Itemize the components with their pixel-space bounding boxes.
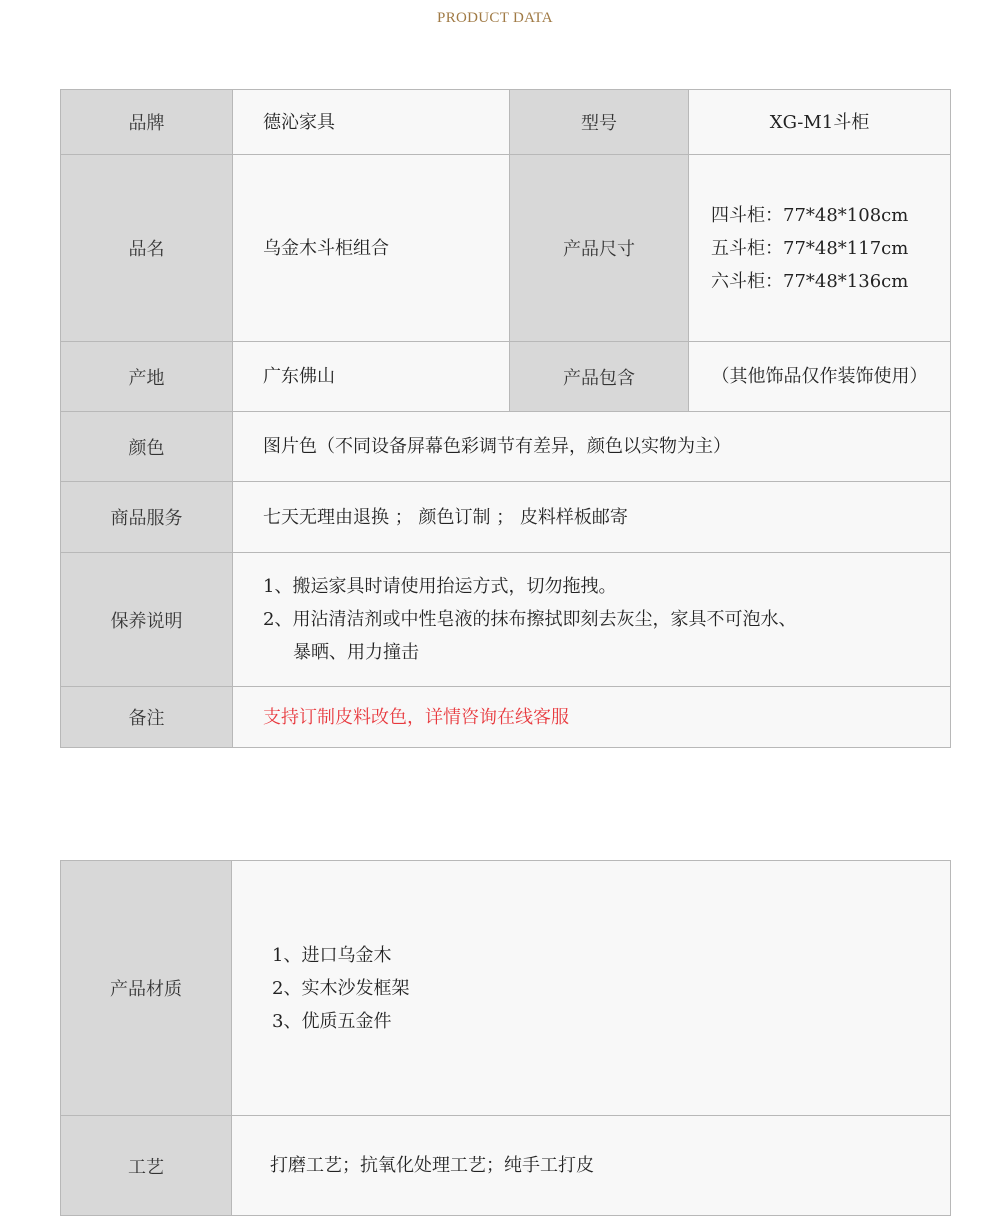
table-row bbox=[61, 412, 951, 482]
material-line: 2、实木沙发框架 bbox=[272, 977, 410, 999]
size-line: 六斗柜：77*48*136cm bbox=[711, 270, 909, 292]
material-label: 产品材质 bbox=[61, 861, 232, 1116]
service-label: 商品服务 bbox=[61, 482, 233, 553]
table-row bbox=[61, 1116, 951, 1216]
includes-value: （其他饰品仅作装饰使用） bbox=[689, 342, 951, 412]
model-label: 型号 bbox=[510, 90, 689, 155]
table-row bbox=[61, 553, 951, 687]
brand-label: 品牌 bbox=[61, 90, 233, 155]
size-line: 五斗柜：77*48*117cm bbox=[711, 237, 909, 259]
note-value: 支持订制皮料改色，详情咨询在线客服 bbox=[233, 687, 951, 748]
table-row bbox=[61, 687, 951, 748]
origin-value: 广东佛山 bbox=[233, 342, 510, 412]
material-value bbox=[232, 861, 951, 1116]
care-line: 暴晒、用力撞击 bbox=[293, 642, 419, 663]
table-row bbox=[61, 342, 951, 412]
craft-value: 打磨工艺；抗氧化处理工艺；纯手工打皮 bbox=[232, 1116, 951, 1216]
brand-value: 德沁家具 bbox=[233, 90, 510, 155]
origin-label: 产地 bbox=[61, 342, 233, 412]
care-value bbox=[233, 553, 951, 687]
material-line: 1、进口乌金木 bbox=[272, 944, 392, 966]
material-line: 3、优质五金件 bbox=[272, 1010, 392, 1032]
size-value bbox=[689, 155, 951, 342]
table-row bbox=[61, 861, 951, 1116]
size-label: 产品尺寸 bbox=[510, 155, 689, 342]
name-value: 乌金木斗柜组合 bbox=[233, 155, 510, 342]
color-label: 颜色 bbox=[61, 412, 233, 482]
craft-label: 工艺 bbox=[61, 1116, 232, 1216]
table-row bbox=[61, 482, 951, 553]
material-table bbox=[60, 860, 951, 1216]
care-label: 保养说明 bbox=[61, 553, 233, 687]
table-row bbox=[61, 90, 951, 155]
care-line: 1、搬运家具时请使用抬运方式，切勿拖拽。 bbox=[263, 576, 617, 597]
size-line: 四斗柜：77*48*108cm bbox=[711, 204, 909, 226]
note-label: 备注 bbox=[61, 687, 233, 748]
includes-label: 产品包含 bbox=[510, 342, 689, 412]
color-value: 图片色（不同设备屏幕色彩调节有差异，颜色以实物为主） bbox=[233, 412, 951, 482]
service-value: 七天无理由退换 ； 颜色订制 ； 皮料样板邮寄 bbox=[233, 482, 951, 553]
model-value: XG-M1斗柜 bbox=[689, 90, 951, 155]
name-label: 品名 bbox=[61, 155, 233, 342]
table-row bbox=[61, 155, 951, 342]
product-spec-table bbox=[60, 89, 951, 748]
page-title: PRODUCT DATA bbox=[437, 10, 553, 26]
care-line: 2、用沾清洁剂或中性皂液的抹布擦拭即刻去灰尘，家具不可泡水、 bbox=[263, 609, 797, 630]
